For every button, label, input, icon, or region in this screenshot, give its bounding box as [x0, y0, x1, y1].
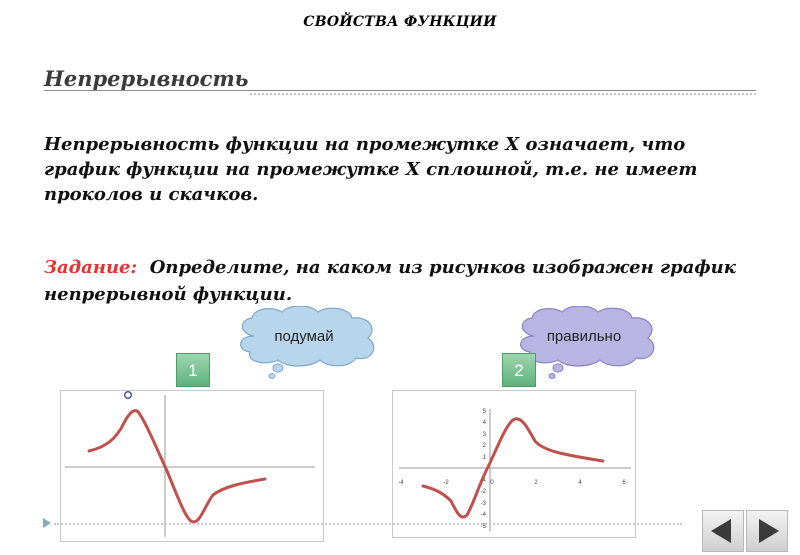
graph-1-curve — [89, 411, 265, 522]
graph-2-frame[interactable] — [392, 390, 636, 538]
answer-button-1[interactable]: 1 — [176, 353, 210, 387]
task-label: Задание: — [44, 257, 138, 278]
task-text: Определите, на каком из рисунков изображен график непрерывной функции. — [44, 257, 736, 305]
y-tick-label: 4 — [482, 420, 486, 426]
x-tick-label: -4 — [398, 480, 404, 486]
section-heading: Непрерывность — [44, 66, 249, 91]
triangle-right-icon — [747, 511, 787, 551]
y-tick-label: -4 — [480, 512, 486, 518]
y-tick-label: 3 — [482, 432, 486, 438]
graph-1-plot — [61, 391, 323, 541]
heading-dotted-divider — [250, 93, 756, 95]
y-tick-label: -3 — [480, 501, 486, 507]
x-tick-label: 0 — [490, 480, 494, 486]
x-tick-label: -2 — [443, 480, 449, 486]
y-tick-label: -2 — [480, 489, 486, 495]
y-tick-label: 5 — [482, 409, 486, 415]
x-tick-label: 4 — [578, 480, 582, 486]
correct-cloud-callout — [512, 306, 672, 380]
triangle-left-icon — [703, 511, 743, 551]
task-paragraph — [44, 254, 764, 308]
y-tick-label: 2 — [482, 443, 486, 449]
y-tick-label: -1 — [480, 477, 486, 483]
chevron-right-icon[interactable] — [40, 516, 54, 530]
footer-dotted-divider — [54, 523, 682, 525]
y-tick-label: 1 — [482, 455, 486, 461]
next-slide-button[interactable] — [746, 510, 788, 552]
x-tick-label: 2 — [534, 480, 538, 486]
x-tick-label: 6 — [622, 480, 626, 486]
answer-button-2[interactable]: 2 — [502, 353, 536, 387]
think-cloud-label: подумай — [274, 328, 334, 345]
definition-text: Непрерывность функции на промежутке X означает, что график функции на промежутке X сплошной, т.е. не имеет проколов и скачков. — [44, 134, 698, 205]
think-cloud-callout — [232, 306, 392, 380]
graph-2-plot — [393, 391, 635, 537]
puncture-point-icon — [122, 389, 134, 401]
graph-1-frame[interactable] — [60, 390, 324, 542]
y-tick-label: -5 — [480, 524, 486, 530]
correct-cloud-label: правильно — [546, 328, 622, 345]
page-title: СВОЙСТВА ФУНКЦИИ — [303, 14, 497, 30]
heading-divider — [44, 90, 756, 91]
previous-slide-button[interactable] — [702, 510, 744, 552]
